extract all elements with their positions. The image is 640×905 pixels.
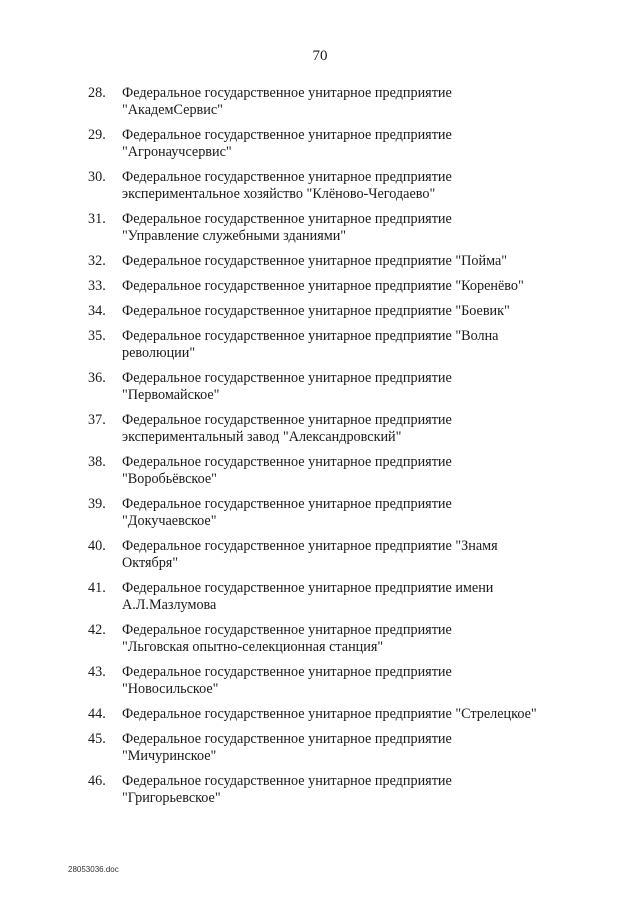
list-item-number: 41. (88, 580, 106, 596)
list-item-number: 32. (88, 253, 106, 269)
list-item-line: Федеральное государственное унитарное предприятие "Стрелецкое" (122, 706, 537, 722)
list-item-line: Федеральное государственное унитарное предприятие (122, 127, 452, 143)
list-item-number: 35. (88, 328, 106, 344)
list-item-number: 30. (88, 169, 106, 185)
list-item-text (122, 370, 588, 404)
list-item-text (122, 328, 588, 362)
list-item-number: 33. (88, 278, 106, 294)
list-item (88, 412, 588, 446)
list-item-line: "Управление служебными зданиями" (122, 228, 347, 244)
list-item-line: "Первомайское" (122, 387, 220, 403)
list-item (88, 538, 588, 572)
list-item (88, 211, 588, 245)
list-item-line: Федеральное государственное унитарное предприятие (122, 211, 452, 227)
list-item-line: экспериментальный завод "Александровский" (122, 429, 402, 445)
list-item (88, 580, 588, 614)
list-item (88, 85, 588, 119)
list-item-text (122, 580, 588, 614)
list-item-text (122, 211, 588, 245)
list-item-line: Федеральное государственное унитарное предприятие "Пойма" (122, 253, 508, 269)
list-item (88, 370, 588, 404)
list-item-number: 40. (88, 538, 106, 554)
list-item-line: Федеральное государственное унитарное предприятие (122, 622, 452, 638)
list-item-line: Федеральное государственное унитарное предприятие "Коренёво" (122, 278, 524, 294)
list-item-text (122, 773, 588, 807)
list-item-line: Федеральное государственное унитарное предприятие (122, 496, 452, 512)
list-item-line: "Григорьевское" (122, 790, 221, 806)
list-item-line: "Льговская опытно-селекционная станция" (122, 639, 384, 655)
list-item-line: "Воробьёвское" (122, 471, 217, 487)
list-item-number: 29. (88, 127, 106, 143)
list-item (88, 664, 588, 698)
list-item-line: Федеральное государственное унитарное предприятие (122, 454, 452, 470)
list-item-number: 44. (88, 706, 106, 722)
list-item-line: Федеральное государственное унитарное предприятие (122, 370, 452, 386)
list-item-line: Федеральное государственное унитарное предприятие (122, 169, 452, 185)
list-item-text (122, 127, 588, 161)
list-item-number: 46. (88, 773, 106, 789)
list-item (88, 496, 588, 530)
list-item (88, 454, 588, 488)
list-item (88, 773, 588, 807)
list-item-number: 45. (88, 731, 106, 747)
list-item (88, 622, 588, 656)
list-item-text (122, 169, 588, 203)
list-item-line: Федеральное государственное унитарное предприятие (122, 412, 452, 428)
list-item (88, 127, 588, 161)
list-item-text (122, 253, 588, 270)
list-item (88, 303, 588, 320)
list-item-number: 36. (88, 370, 106, 386)
list-item-line: Федеральное государственное унитарное предприятие имени (122, 580, 494, 596)
list-item-text (122, 454, 588, 488)
list-item-text (122, 622, 588, 656)
list-item-number: 37. (88, 412, 106, 428)
list-item-number: 38. (88, 454, 106, 470)
list-item (88, 169, 588, 203)
list-item-text (122, 278, 588, 295)
list-item (88, 278, 588, 295)
list-item-text (122, 85, 588, 119)
list-item-line: "АкадемСервис" (122, 102, 223, 118)
list-item-number: 28. (88, 85, 106, 101)
list-item-text (122, 706, 588, 723)
footer-filename: 28053036.doc (68, 865, 119, 874)
list-item-line: "Мичуринское" (122, 748, 217, 764)
list-item-line: Федеральное государственное унитарное предприятие "Знамя (122, 538, 498, 554)
list-item-line: А.Л.Мазлумова (122, 597, 217, 613)
list-item-number: 43. (88, 664, 106, 680)
list-item-line: Федеральное государственное унитарное предприятие (122, 664, 452, 680)
list-item-line: Федеральное государственное унитарное предприятие (122, 731, 452, 747)
enterprise-list (88, 85, 588, 815)
list-item (88, 706, 588, 723)
list-item-number: 31. (88, 211, 106, 227)
list-item-number: 39. (88, 496, 106, 512)
list-item-text (122, 538, 588, 572)
list-item-text (122, 664, 588, 698)
list-item (88, 253, 588, 270)
list-item-text (122, 412, 588, 446)
list-item-line: "Докучаевское" (122, 513, 217, 529)
list-item-line: Федеральное государственное унитарное предприятие "Боевик" (122, 303, 510, 319)
list-item-line: "Агронаучсервис" (122, 144, 232, 160)
list-item (88, 328, 588, 362)
list-item-line: Федеральное государственное унитарное предприятие (122, 773, 452, 789)
list-item-line: Федеральное государственное унитарное предприятие "Волна (122, 328, 499, 344)
list-item-text (122, 303, 588, 320)
list-item-line: Октября" (122, 555, 179, 571)
list-item-number: 42. (88, 622, 106, 638)
list-item-number: 34. (88, 303, 106, 319)
list-item-line: революции" (122, 345, 196, 361)
list-item-text (122, 496, 588, 530)
list-item (88, 731, 588, 765)
list-item-line: Федеральное государственное унитарное предприятие (122, 85, 452, 101)
list-item-text (122, 731, 588, 765)
list-item-line: экспериментальное хозяйство "Клёново-Чегодаево" (122, 186, 436, 202)
page-number: 70 (312, 48, 328, 64)
list-item-line: "Новосильское" (122, 681, 219, 697)
